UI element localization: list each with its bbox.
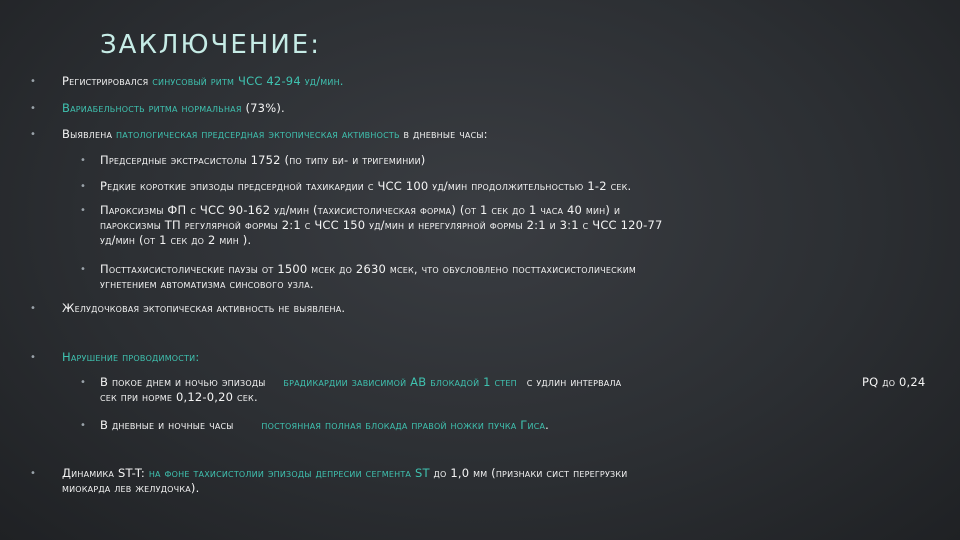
line-text: Пароксизмы ФП с ЧСС 90-162 уд/мин (тахисистолическая форма) (от 1 сек до 1 часа 40 мин) и xyxy=(100,203,621,217)
line-highlight: постоянная полная блокада правой ножки пучка Гиса xyxy=(261,418,546,432)
conclusion-line-13 xyxy=(100,375,621,390)
bullet-icon: • xyxy=(30,76,36,87)
line-text: уд/мин (от 1 сек до 2 мин ). xyxy=(100,233,252,247)
line-text: до 1,0 мм (признаки сист перегрузки xyxy=(433,466,628,480)
conclusion-line-9 xyxy=(100,262,636,277)
conclusion-line-3 xyxy=(62,127,488,142)
line-text: в дневные часы: xyxy=(403,127,488,141)
line-highlight: брадикардии зависимой АВ блокадой 1 степ xyxy=(283,375,521,389)
conclusion-line-15 xyxy=(100,418,549,433)
line-highlight: Вариабельность ритма нормальная xyxy=(62,101,246,115)
conclusion-line-7 xyxy=(100,218,663,233)
bullet-icon: • xyxy=(80,264,86,275)
line-highlight: на фоне тахисистолии эпизоды депресии сегмента ST xyxy=(148,466,434,480)
conclusion-line-11 xyxy=(62,301,345,316)
line-text: (73%). xyxy=(245,101,285,115)
conclusion-line-17 xyxy=(62,481,199,496)
line-text: миокарда лев желудочка). xyxy=(62,481,200,495)
bullet-icon: • xyxy=(30,352,36,363)
line-text: . xyxy=(545,418,550,432)
line-text: Желудочковая эктопическая активность не выявлена. xyxy=(62,301,346,315)
bullet-icon: • xyxy=(30,468,36,479)
slide-title: ЗАКЛЮЧЕНИЕ: xyxy=(100,30,321,60)
bullet-icon: • xyxy=(80,155,86,166)
conclusion-line-4 xyxy=(100,153,425,168)
line-text: сек при норме 0,12-0,20 сек. xyxy=(100,390,258,404)
line-text: угнетением автоматизма синсового узла. xyxy=(100,277,314,291)
line-text: PQ до 0,24 xyxy=(862,375,926,389)
line-text: Посттахисистолические паузы от 1500 мсек до 2630 мсек, что обусловлено посттахисистолическим xyxy=(100,262,637,276)
bullet-icon: • xyxy=(30,103,36,114)
conclusion-line-2 xyxy=(62,101,285,116)
conclusion-line-10 xyxy=(100,277,314,292)
line-text: В покое днем и ночью эпизоды xyxy=(100,375,270,389)
bullet-icon: • xyxy=(30,129,36,140)
line-text: с удлин интервала xyxy=(526,375,622,389)
bullet-icon: • xyxy=(80,420,86,431)
bullet-icon: • xyxy=(80,377,86,388)
bullet-icon: • xyxy=(30,303,36,314)
bullet-icon: • xyxy=(80,181,86,192)
bullet-icon: • xyxy=(80,205,86,216)
conclusion-line-8 xyxy=(100,233,251,248)
line-highlight: патологическая предсердная эктопическая активность xyxy=(116,127,404,141)
line-text: Выявлена xyxy=(62,127,117,141)
line-text: пароксизмы ТП регулярной формы 2:1 с ЧСС 150 уд/мин и нерегулярной формы 2:1 и 3:1 с ЧСС 120-77 xyxy=(100,218,663,232)
line-text: В дневные и ночные часы xyxy=(100,418,238,432)
conclusion-line-6 xyxy=(100,203,620,218)
conclusion-line-16 xyxy=(62,466,627,481)
conclusion-line-12 xyxy=(62,350,199,365)
line-text: Регистрировался xyxy=(62,74,153,88)
line-text: Динамика ST-T: xyxy=(62,466,149,480)
line-highlight: Нарушение проводимости: xyxy=(62,350,200,364)
line-text: Редкие короткие эпизоды предсердной тахикардии с ЧСС 100 уд/мин продолжительностью 1-2 сек. xyxy=(100,179,632,193)
conclusion-line-5 xyxy=(100,179,631,194)
line-text: Предсердные экстрасистолы 1752 (по типу би- и тригеминии) xyxy=(100,153,426,167)
line-highlight: синусовый ритм ЧСС 42-94 уд/мин. xyxy=(152,74,344,88)
conclusion-line-14 xyxy=(100,390,258,405)
conclusion-line-1 xyxy=(62,74,344,89)
conclusion-line-13-end xyxy=(862,375,925,390)
